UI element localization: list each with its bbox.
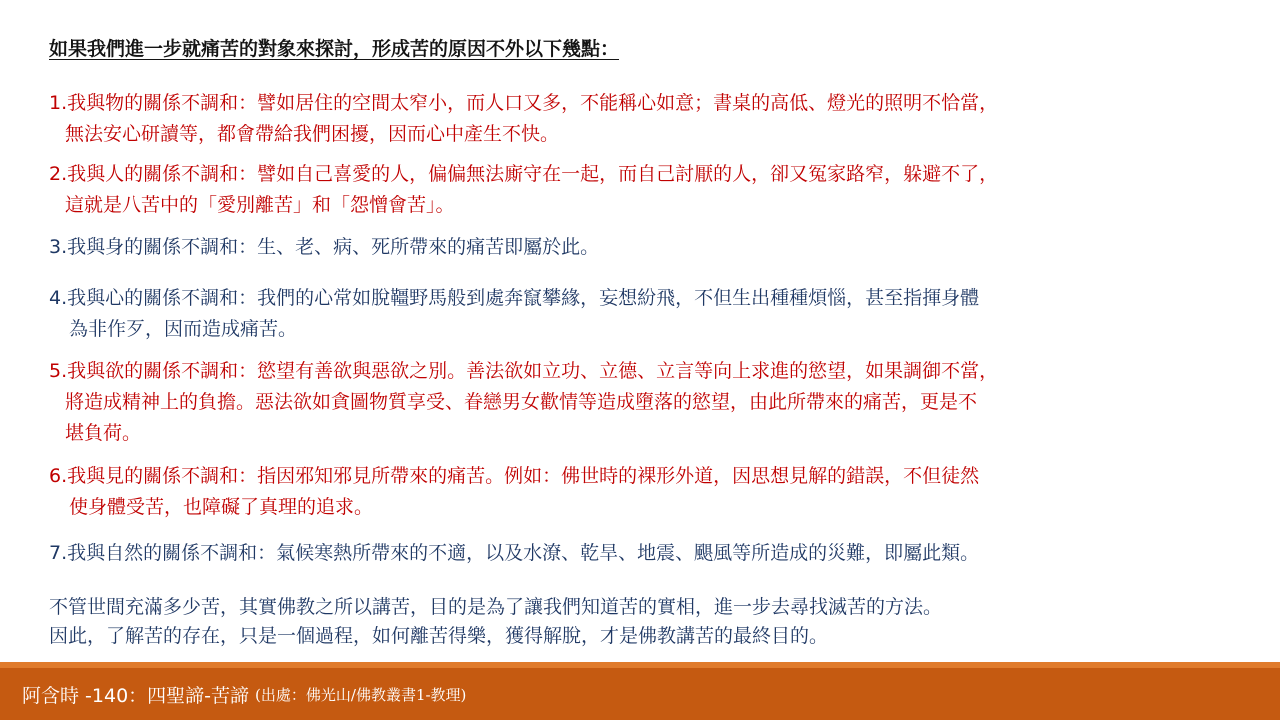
footer-title: 阿含時 -140：四聖諦-苦諦 — [22, 684, 250, 707]
slide-heading: 如果我們進一步就痛苦的對象來探討，形成苦的原因不外以下幾點： — [49, 38, 620, 60]
item-4-line-2: 為非作歹，因而造成痛苦。 — [69, 318, 298, 340]
item-1-line-2: 無法安心研讀等，都會帶給我們困擾，因而心中產生不快。 — [65, 123, 560, 145]
item-7-line-1: 7.我與自然的關係不調和：氣候寒熱所帶來的不適，以及水潦、乾旱、地震、颶風等所造成的災難，即屬此類。 — [49, 542, 980, 564]
item-3-line-1: 3.我與身的關係不調和：生、老、病、死所帶來的痛苦即屬於此。 — [49, 236, 600, 258]
closing-line-2: 因此，了解苦的存在，只是一個過程，如何離苦得樂，獲得解脫，才是佛教講苦的最終目的。 — [49, 625, 829, 647]
list-item-4 — [49, 283, 1249, 345]
footer-source: (出處：佛光山/佛教叢書1-教理) — [255, 685, 467, 704]
closing-line-1: 不管世間充滿多少苦，其實佛教之所以講苦，目的是為了讓我們知道苦的實相，進一步去尋找滅苦的方法。 — [49, 596, 943, 618]
item-6-line-1: 6.我與見的關係不調和：指因邪知邪見所帶來的痛苦。例如：佛世時的裸形外道，因思想見解的錯誤，不但徒然 — [49, 465, 980, 487]
item-6-line-2: 使身體受苦，也障礙了真理的追求。 — [69, 496, 374, 518]
item-5-line-3: 堪負荷。 — [65, 422, 142, 444]
item-2-line-1: 2.我與人的關係不調和：譬如自己喜愛的人，偏偏無法廝守在一起，而自己討厭的人，卻又冤家路窄，躲避不了， — [49, 163, 999, 185]
item-2-line-2: 這就是八苦中的「愛別離苦」和「怨憎會苦」。 — [65, 194, 455, 216]
list-item-1 — [49, 88, 1249, 150]
footer-bar — [0, 668, 1280, 720]
list-item-7 — [49, 538, 1249, 569]
list-item-6 — [49, 461, 1249, 523]
closing-paragraph — [49, 593, 942, 651]
list-item-3 — [49, 232, 1249, 263]
item-4-line-1: 4.我與心的關係不調和：我們的心常如脫韁野馬般到處奔竄攀緣，妄想紛飛，不但生出種種煩惱，甚至指揮身體 — [49, 287, 980, 309]
item-5-line-1: 5.我與欲的關係不調和：慾望有善欲與惡欲之別。善法欲如立功、立德、立言等向上求進的慾望，如果調御不當， — [49, 360, 999, 382]
item-5-line-2: 將造成精神上的負擔。惡法欲如貪圖物質享受、眷戀男女歡情等造成墮落的慾望，由此所帶來的痛苦，更是不 — [65, 391, 978, 413]
list-item-5 — [49, 356, 1249, 449]
list-item-2 — [49, 159, 1249, 221]
item-1-line-1: 1.我與物的關係不調和：譬如居住的空間太窄小，而人口又多，不能稱心如意；書桌的高低、燈光的照明不恰當， — [49, 92, 999, 114]
